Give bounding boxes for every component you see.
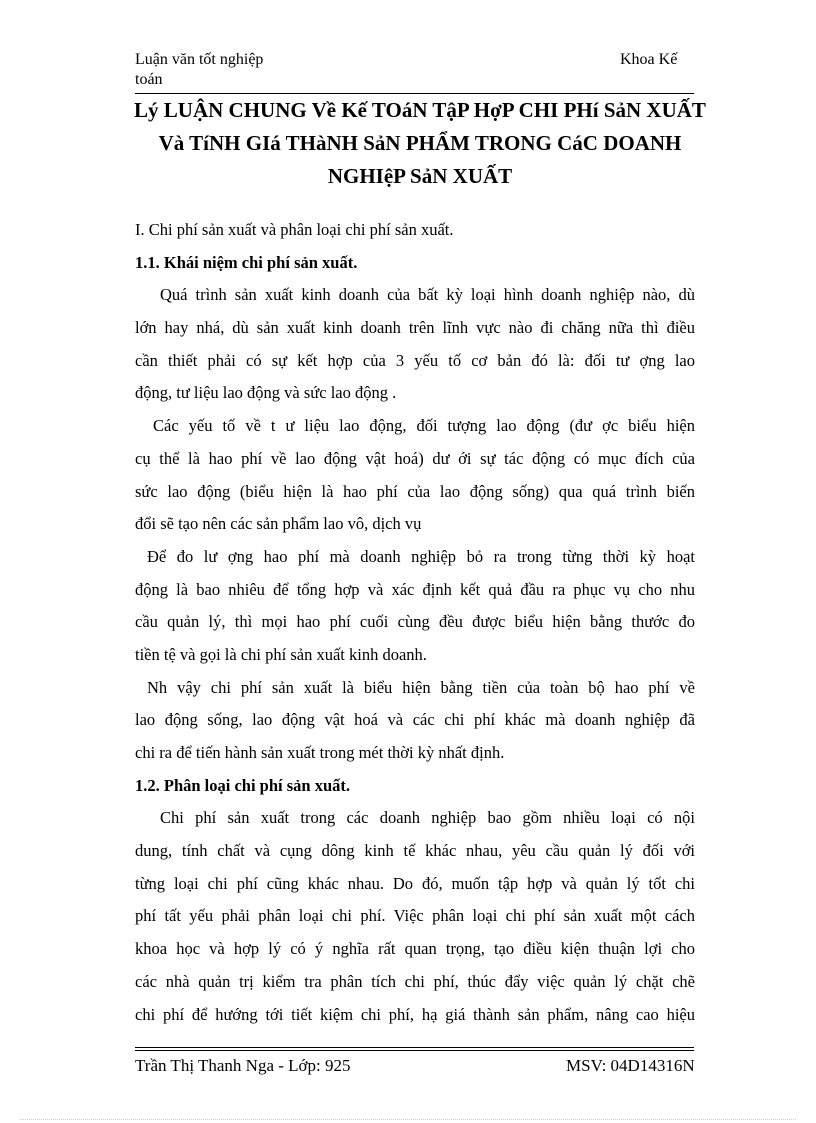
subsection-heading: 1.2. Phân loại chi phí sản xuất. bbox=[135, 775, 351, 795]
footer-author: Trần Thị Thanh Nga - Lớp: 925 bbox=[135, 1056, 351, 1075]
paragraph-line: dung, tính chất và cụng dông kinh tế khác nhau, yêu cầu quản lý đối với bbox=[135, 841, 695, 861]
paragraph-line: Chi phí sản xuất trong các doanh nghiệp bao gồm nhiều loại có nội bbox=[160, 808, 695, 828]
paragraph-line: lao động sống, lao động vật hoá và các chi phí khác mà doanh nghiệp đã bbox=[135, 710, 695, 730]
header-left: Luận văn tốt nghiệp toán bbox=[135, 51, 264, 88]
paragraph-line: động là bao nhiêu để tổng hợp và xác định kết quả đầu ra phục vụ cho nhu bbox=[135, 579, 695, 599]
subsection-heading: 1.1. Khái niệm chi phí sản xuất. bbox=[135, 252, 358, 272]
paragraph-line: lớn hay nhá, dù sản xuất kinh doanh trên lĩnh vực nào đi chăng nữa thì điều bbox=[135, 318, 695, 338]
paragraph-line: tiền tệ và gọi là chi phí sản xuất kinh doanh. bbox=[135, 644, 427, 664]
paragraph-line: đổi sẽ tạo nên các sản phẩm lao vô, dịch vụ bbox=[135, 514, 422, 534]
footer-rule bbox=[135, 1050, 694, 1051]
paragraph-line: cụ thể là hao phí về lao động vật hoá) dư ới sự tác động có mục đích của bbox=[135, 448, 695, 468]
header-right: Khoa Kế bbox=[620, 51, 678, 68]
paragraph-line: khoa học và hợp lý có ý nghĩa rất quan trọng, tạo điều kiện thuận lợi cho bbox=[135, 939, 695, 959]
paragraph-line: sức lao động (biểu hiện là hao phí của lao động sống) qua quá trình biến bbox=[135, 481, 695, 501]
paragraph-line: Nh vậy chi phí sản xuất là biểu hiện bằng tiền của toàn bộ hao phí về bbox=[147, 677, 695, 697]
paragraph-line: từng loại chi phí cũng khác nhau. Do đó, muốn tập hợp và quản lý tốt chi bbox=[135, 873, 695, 893]
chapter-title: Lý LUẬN CHUNG Về Kế TOáN TậP HợP CHI PHí SảN XUẤT Và TíNH GIá THàNH SảN PHẨM TRONG CáC DOANH NGHIệP SảN XUẤT bbox=[134, 98, 706, 188]
section-heading: I. Chi phí sản xuất và phân loại chi phí sản xuất. bbox=[135, 220, 454, 239]
paragraph-line: Các yếu tố về t ư liệu lao động, đối tượng lao động (đư ợc biểu hiện bbox=[153, 416, 695, 436]
paragraph-line: chi phí để hướng tới tiết kiệm chi phí, hạ giá thành sản phẩm, nâng cao hiệu bbox=[135, 1004, 695, 1024]
paragraph-line: cần thiết phải có sự kết hợp của 3 yếu tố cơ bản đó là: đối tư ợng lao bbox=[135, 350, 695, 370]
paragraph-line: cầu quản lý, thì mọi hao phí cuối cùng đều được biểu hiện bằng thước đo bbox=[135, 612, 695, 632]
paragraph-line: các nhà quản trị kiểm tra phân tích chi phí, thúc đẩy việc quản lý chặt chẽ bbox=[135, 971, 695, 991]
paragraph-line: Để đo lư ợng hao phí mà doanh nghiệp bỏ ra trong từng thời kỳ hoạt bbox=[147, 546, 695, 566]
body-text bbox=[135, 218, 695, 1035]
page-edge-divider bbox=[20, 1119, 796, 1120]
footer-rule bbox=[135, 1047, 694, 1048]
paragraph-line: chi ra để tiến hành sản xuất trong mét thời kỳ nhất định. bbox=[135, 743, 505, 762]
paragraph-line: Quá trình sản xuất kinh doanh của bất kỳ loại hình doanh nghiệp nào, dù bbox=[160, 285, 695, 305]
paragraph-line: động, tư liệu lao động và sức lao động . bbox=[135, 383, 397, 403]
footer-student-id: MSV: 04D14316N bbox=[566, 1056, 695, 1075]
paragraph-line: phí tất yếu phải phân loại chi phí. Việc phân loại chi phí sản xuất một cách bbox=[135, 906, 695, 926]
